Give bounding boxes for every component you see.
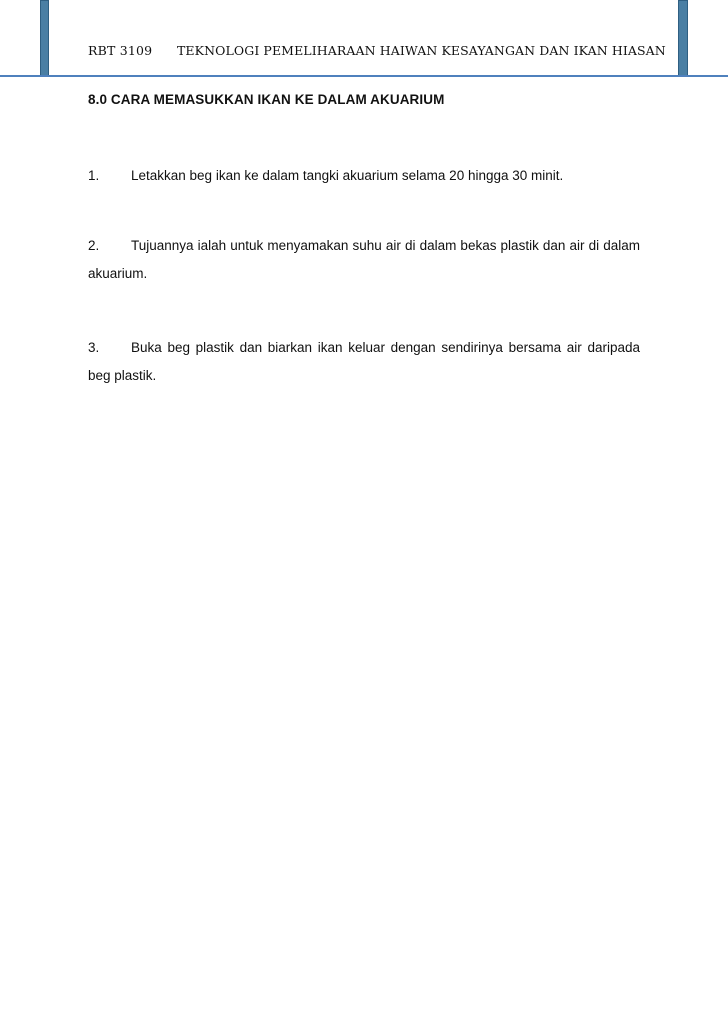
header-course-title: TEKNOLOGI PEMELIHARAAN HAIWAN KESAYANGAN DAN IKAN HIASAN — [177, 43, 666, 58]
step-item-2 — [88, 232, 640, 288]
step-text: Letakkan beg ikan ke dalam tangki akuarium selama 20 hingga 30 minit. — [131, 168, 564, 183]
header-left-bar — [40, 0, 49, 77]
header-rule — [0, 75, 728, 77]
step-number: 2. — [88, 238, 100, 253]
step-text: Buka beg plastik dan biarkan ikan keluar dengan sendirinya bersama air daripada beg plastik. — [88, 340, 640, 383]
header-right-bar — [678, 0, 688, 77]
step-item-1 — [88, 162, 640, 190]
step-text: Tujuannya ialah untuk menyamakan suhu air di dalam bekas plastik dan air di dalam akuarium. — [88, 238, 640, 281]
step-number: 1. — [88, 168, 100, 183]
header-course-code: RBT 3109 — [88, 43, 153, 58]
step-number: 3. — [88, 340, 100, 355]
section-heading: 8.0 CARA MEMASUKKAN IKAN KE DALAM AKUARIUM — [88, 92, 445, 107]
step-item-3 — [88, 334, 640, 390]
